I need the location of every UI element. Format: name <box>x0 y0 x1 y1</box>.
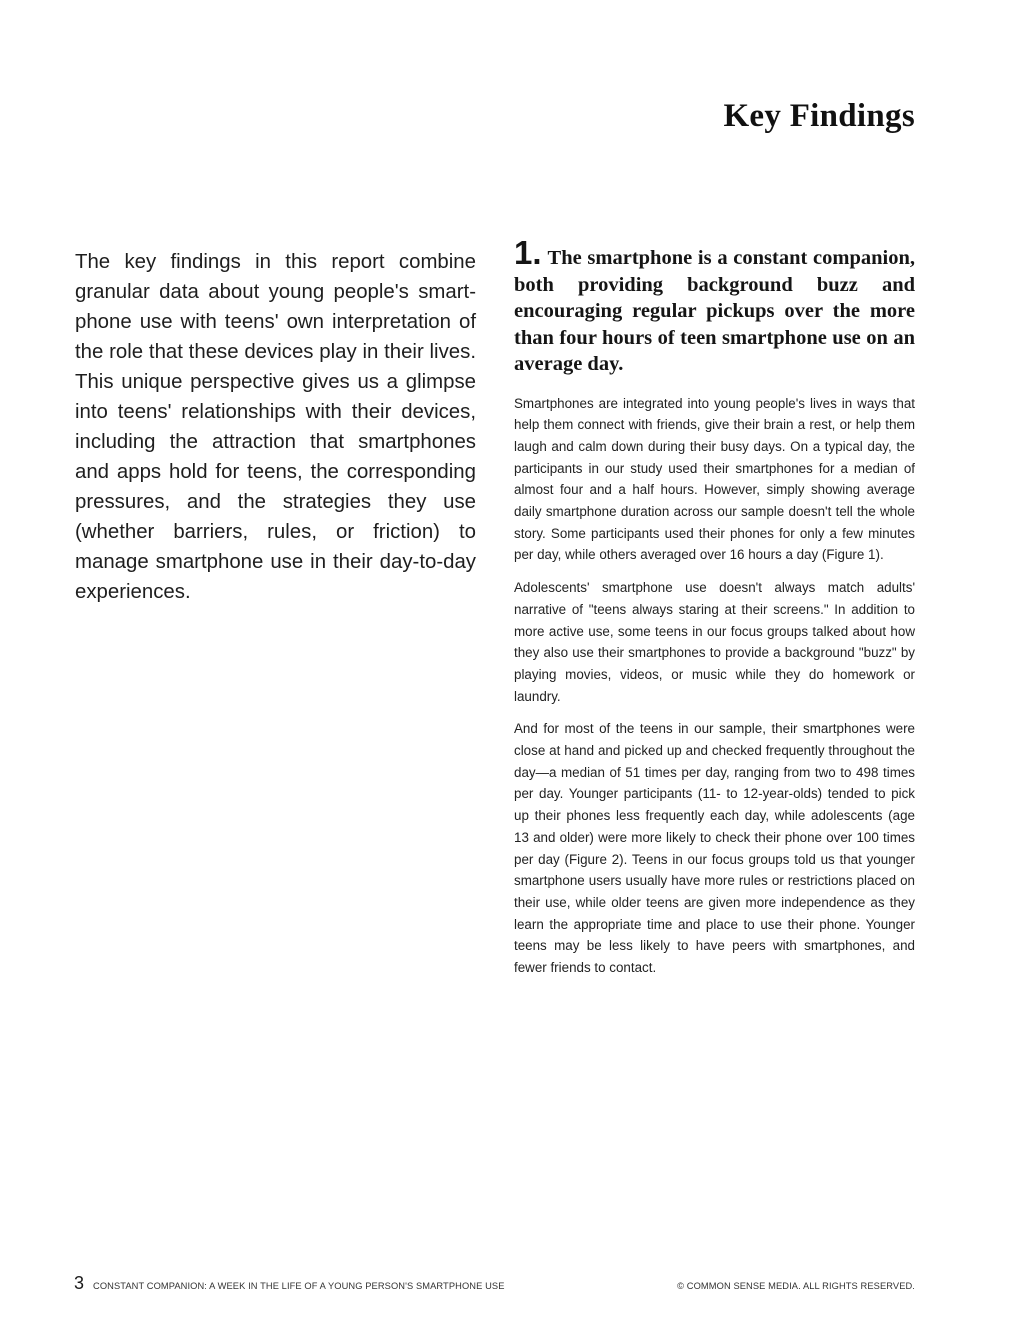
finding-paragraph-2: Adolescents' smartphone use doesn't always match adults' narrative of "teens always staring at their screens." In addition to more active use, some teens in our focus groups talked about how they also use their smartphones to provide a background "buzz" by playing movies, videos, or music while they do homework or laundry. <box>514 580 915 704</box>
finding-1 <box>514 234 915 990</box>
page-title: Key Findings <box>723 98 915 134</box>
finding-number: 1. <box>514 234 542 271</box>
finding-heading-text: The smartphone is a constant companion, both providing background buzz and encouraging regular pickups over the more than four hours of teen smartphone use on an average day. <box>514 247 915 375</box>
finding-paragraph-1: Smartphones are integrated into young people's lives in ways that help them connect with friends, give their brain a rest, or help them laugh and calm down during their busy days. On a typical day, the participants in our study used their smartphones for a median of almost four and a half hours. However, simply showing average daily smartphone duration across our sample doesn't tell the whole story. Some participants used their phones for only a few minutes per day, while others averaged over 16 hours a day (Figure 1). <box>514 395 915 563</box>
footer-copyright: © COMMON SENSE MEDIA. ALL RIGHTS RESERVED. <box>677 1281 915 1291</box>
page-number: 3 <box>74 1273 85 1293</box>
finding-paragraph-3: And for most of the teens in our sample, their smartphones were close at hand and picked up and checked frequently throughout the day—a median of 51 times per day, ranging from two to 498 times per day. Younger participants (11- to 12-year-olds) tended to pick up their phones less frequently each day, while adolescents (age 13 and older) were more likely to check their phone over 100 times per day (Figure 2). Teens in our focus groups told us that younger smartphone users usually have more rules or restrictions placed on their use, while older teens are given more independence as they learn the appropriate time and place to use their phone. Younger teens may be less likely to have peers with smartphones, and fewer friends to contact. <box>514 721 915 976</box>
intro-paragraph: The key findings in this report combine granular data about young people's smartphone use with teens' own interpretation of the role that these devices play in their lives. This unique perspective gives us a glimpse into teens' relationships with their devices, including the attraction that smartphones and apps hold for teens, the corresponding pressures, and the strategies they use (whether barriers, rules, or friction) to manage smartphone use in their day-to-day experiences. <box>75 251 476 603</box>
page-footer <box>74 1273 915 1295</box>
finding-heading <box>514 234 915 378</box>
footer-report-title: CONSTANT COMPANION: A WEEK IN THE LIFE OF A YOUNG PERSON'S SMARTPHONE USE <box>93 1281 505 1291</box>
